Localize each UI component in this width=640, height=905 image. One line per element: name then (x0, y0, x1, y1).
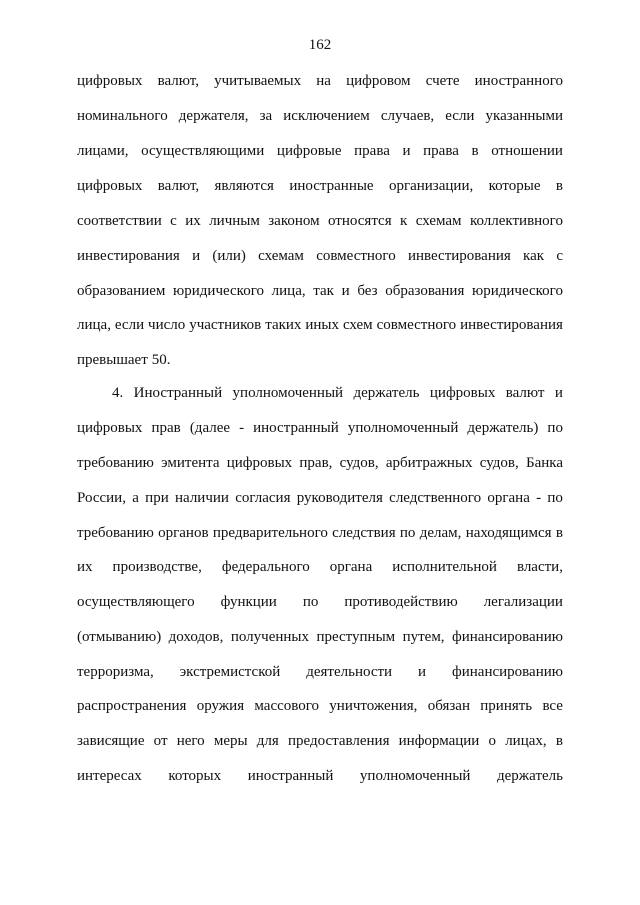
word: обязан (427, 698, 470, 714)
word: валют, (157, 178, 200, 194)
word: учитываемых (214, 73, 302, 89)
word: для (256, 733, 279, 749)
word: России, (77, 490, 126, 506)
word: организации, (388, 178, 474, 194)
word: массового (254, 698, 320, 714)
word: иностранные (289, 178, 374, 194)
word: деятельности (306, 664, 393, 680)
word: терроризма, (77, 664, 154, 680)
word: законом (268, 213, 320, 229)
word: без (357, 283, 378, 299)
text-line (77, 71, 563, 91)
word: власти, (516, 559, 563, 575)
text-line (77, 106, 563, 126)
word: судов, (479, 455, 519, 471)
word: инвестирования (77, 248, 180, 264)
word: превышает (77, 352, 148, 368)
text-line (77, 766, 563, 786)
word: указанными (485, 108, 563, 124)
word: которые (488, 178, 541, 194)
word: (или) (212, 248, 246, 264)
text-line (77, 176, 563, 196)
word: схем (342, 317, 373, 333)
word: следственного (389, 490, 482, 506)
word: уполномоченный (232, 385, 344, 401)
word: если (445, 108, 475, 124)
word: номинального (77, 108, 168, 124)
word: цифровых (429, 385, 496, 401)
word: по (399, 525, 416, 541)
word: участников (189, 317, 262, 333)
word: исключением (283, 108, 370, 124)
text-line (77, 557, 563, 577)
word: предварительного (212, 525, 328, 541)
word: судов, (339, 455, 379, 471)
word: эмитента (161, 455, 220, 471)
word: на (316, 73, 331, 89)
word: осуществляющего (77, 594, 195, 610)
word: лица, (77, 317, 111, 333)
word: иных (305, 317, 339, 333)
text-line (77, 141, 563, 161)
word: органов (158, 525, 209, 541)
word: по (547, 490, 563, 506)
word: в (555, 733, 563, 749)
word: оружия (196, 698, 245, 714)
word: информации (398, 733, 480, 749)
word: финансированию (452, 664, 563, 680)
word: 4. (112, 385, 124, 401)
word: интересах (77, 768, 142, 784)
word: - (239, 420, 245, 436)
word: коллективного (469, 213, 563, 229)
word: уполномоченный (359, 768, 471, 784)
word: в (471, 143, 479, 159)
text-line (77, 696, 563, 716)
text-line (77, 418, 563, 438)
word: в (555, 178, 563, 194)
word: - (536, 490, 542, 506)
text-line (77, 592, 563, 612)
word: исполнительной (392, 559, 497, 575)
word: таких (265, 317, 302, 333)
word: и (554, 385, 563, 401)
word: лица, (271, 283, 306, 299)
word: по (302, 594, 319, 610)
word: образованием (77, 283, 166, 299)
word: образования (385, 283, 465, 299)
word: права (354, 143, 390, 159)
word: меры (213, 733, 248, 749)
word: по (547, 420, 563, 436)
word: цифровом (346, 73, 411, 89)
text-line (77, 731, 563, 751)
word: федерального (221, 559, 310, 575)
word: валют, (157, 73, 199, 89)
word: которых (168, 768, 222, 784)
word: их (185, 213, 201, 229)
word: требованию (77, 525, 154, 541)
word: личным (209, 213, 260, 229)
word: цифровых (77, 420, 143, 436)
word: иностранного (474, 73, 563, 89)
word: за (259, 108, 273, 124)
word: Иностранный (133, 385, 223, 401)
word: все (542, 698, 563, 714)
word: счете (425, 73, 460, 89)
word: полученных (230, 629, 309, 645)
word: совместного (376, 317, 457, 333)
word: легализации (483, 594, 563, 610)
text-line (77, 315, 563, 335)
text-line (112, 383, 563, 403)
word: предоставления (287, 733, 390, 749)
word: уполномоченный (347, 420, 459, 436)
word: иностранный (247, 768, 334, 784)
word: схемам (258, 248, 304, 264)
word: находящимся (465, 525, 552, 541)
text-line (77, 662, 563, 682)
text-line (77, 350, 563, 370)
word: являются (214, 178, 274, 194)
word: юридического (173, 283, 264, 299)
word: как (523, 248, 545, 264)
word: число (148, 317, 186, 333)
word: их (77, 559, 93, 575)
word: схемам (415, 213, 462, 229)
word: так (313, 283, 334, 299)
text-line (77, 453, 563, 473)
word: уничтожения, (329, 698, 418, 714)
word: распространения (77, 698, 187, 714)
word: случаев, (380, 108, 435, 124)
word: при (145, 490, 169, 506)
text-line (77, 488, 563, 508)
word: лицах, (505, 733, 547, 749)
word: экстремистской (179, 664, 281, 680)
word: путем, (402, 629, 445, 645)
word: соответствии (77, 213, 162, 229)
word: юридического (472, 283, 563, 299)
word: арбитражных (385, 455, 473, 471)
word: 50. (151, 352, 171, 368)
page-number: 162 (308, 37, 332, 53)
word: и (418, 664, 427, 680)
word: осуществляющими (141, 143, 265, 159)
word: и (402, 143, 411, 159)
word: к (400, 213, 408, 229)
word: держатель) (467, 420, 539, 436)
word: функции (220, 594, 277, 610)
word: инвестирования (407, 248, 511, 264)
word: а (132, 490, 139, 506)
word: держатель (353, 385, 420, 401)
word: принять (480, 698, 533, 714)
word: руководителя (296, 490, 383, 506)
word: зависящие (77, 733, 145, 749)
word: доходов, (168, 629, 224, 645)
word: требованию (77, 455, 154, 471)
text-line (77, 211, 563, 231)
word: (далее (189, 420, 231, 436)
word: противодействию (344, 594, 458, 610)
word: права (423, 143, 459, 159)
text-line (77, 627, 563, 647)
word: инвестирования (460, 317, 563, 333)
word: если (114, 317, 145, 333)
text-line (77, 523, 563, 543)
word: делам, (419, 525, 462, 541)
word: преступным (316, 629, 396, 645)
word: прав (151, 420, 181, 436)
word: валют (505, 385, 545, 401)
word: совместного (316, 248, 396, 264)
word: следствия (332, 525, 396, 541)
word: наличии (175, 490, 229, 506)
word: от (153, 733, 168, 749)
text-line (77, 281, 563, 301)
word: лицами, (77, 143, 129, 159)
word: (отмыванию) (77, 629, 162, 645)
word: держатель (497, 768, 563, 784)
word: и (341, 283, 350, 299)
word: прав, (299, 455, 333, 471)
word: него (176, 733, 205, 749)
word: цифровых (77, 73, 143, 89)
word: о (488, 733, 497, 749)
word: с (170, 213, 177, 229)
word: Банка (525, 455, 563, 471)
word: отношении (491, 143, 563, 159)
word: согласия (235, 490, 291, 506)
word: органа (487, 490, 530, 506)
text-line (77, 246, 563, 266)
word: держателя, (178, 108, 249, 124)
word: с (556, 248, 563, 264)
word: органа (329, 559, 373, 575)
word: цифровых (77, 178, 143, 194)
word: иностранный (253, 420, 339, 436)
word: и (192, 248, 201, 264)
word: цифровых (226, 455, 293, 471)
word: в (555, 525, 563, 541)
word: относятся (328, 213, 392, 229)
word: производстве, (112, 559, 202, 575)
word: финансированию (452, 629, 563, 645)
word: цифровые (276, 143, 342, 159)
